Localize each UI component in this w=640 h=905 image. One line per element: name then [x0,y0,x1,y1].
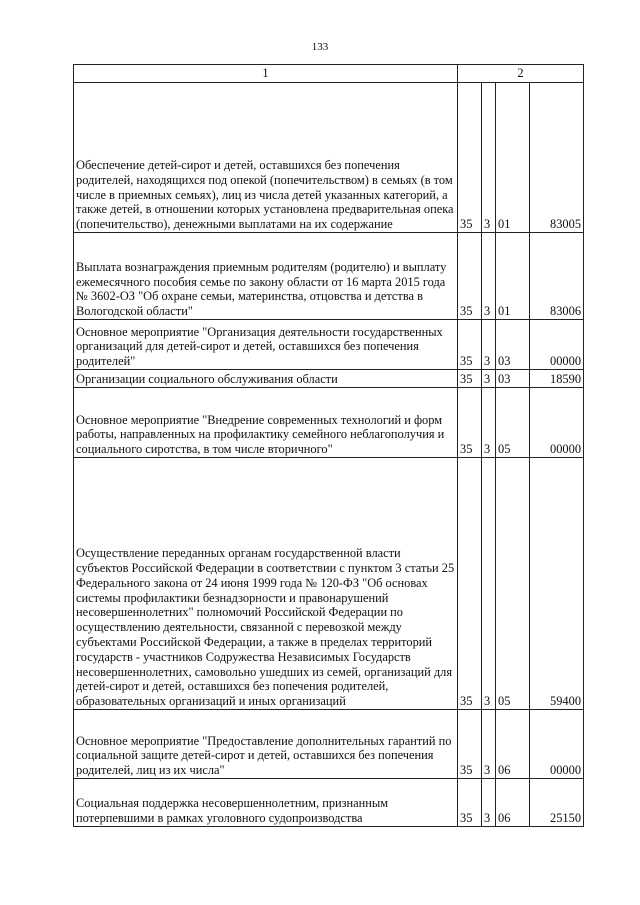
code-event: 01 [496,83,530,233]
budget-classification-table [73,64,584,827]
code-direction: 18590 [530,370,584,388]
code-subprogram: 3 [482,779,496,827]
table-row [74,388,584,458]
code-program: 35 [458,458,482,710]
code-direction: 83005 [530,83,584,233]
header-column-1: 1 [74,65,458,83]
row-description: Социальная поддержка несовершеннолетним, признанным потерпевшими в рамках уголовного судопроизводства [74,779,458,827]
code-program: 35 [458,779,482,827]
code-direction: 59400 [530,458,584,710]
table-row [74,233,584,320]
code-subprogram: 3 [482,370,496,388]
code-program: 35 [458,320,482,370]
code-event: 03 [496,320,530,370]
code-program: 35 [458,233,482,320]
page-number: 133 [311,41,329,53]
table-row [74,83,584,233]
code-direction: 83006 [530,233,584,320]
row-description: Организации социального обслуживания области [74,370,458,388]
code-event: 03 [496,370,530,388]
row-description: Выплата вознаграждения приемным родителям (родителю) и выплату ежемесячного пособия семье по закону области от 16 марта 2015 года № 3602-ОЗ "Об охране семьи, материнства, отцовства и детства в Вологодской области" [74,233,458,320]
code-program: 35 [458,83,482,233]
row-description: Основное мероприятие "Предоставление дополнительных гарантий по социальной защите детей-сирот и детей, оставшихся без попечения родителей, лиц из их числа" [74,710,458,779]
table-row [74,710,584,779]
code-direction: 00000 [530,320,584,370]
code-program: 35 [458,388,482,458]
table-row [74,370,584,388]
code-event: 05 [496,458,530,710]
code-subprogram: 3 [482,233,496,320]
code-program: 35 [458,370,482,388]
code-event: 05 [496,388,530,458]
code-direction: 25150 [530,779,584,827]
row-description: Основное мероприятие "Организация деятельности государственных организаций для детей-сирот и детей, оставшихся без попечения родителей" [74,320,458,370]
table-row [74,320,584,370]
code-event: 01 [496,233,530,320]
row-description: Основное мероприятие "Внедрение современных технологий и форм работы, направленных на профилактику семейного неблагополучия и социального сиротства, в том числе вторичного" [74,388,458,458]
code-program: 35 [458,710,482,779]
code-event: 06 [496,779,530,827]
row-description: Обеспечение детей-сирот и детей, оставшихся без попечения родителей, находящихся под опекой (попечительством) в семьях (в том числе в приемных семьях), лиц из числа детей указанных категорий, а также детей, в отношении которых установлена предварительная опека (попечительство), денежными выплатами на их содержание [74,83,458,233]
code-subprogram: 3 [482,83,496,233]
code-direction: 00000 [530,388,584,458]
table-row [74,779,584,827]
code-event: 06 [496,710,530,779]
code-subprogram: 3 [482,710,496,779]
code-direction: 00000 [530,710,584,779]
header-column-2: 2 [458,65,584,83]
table-header-row [74,65,584,83]
code-subprogram: 3 [482,388,496,458]
row-description: Осуществление переданных органам государственной власти субъектов Российской Федерации в соответствии с пунктом 3 статьи 25 Федерального закона от 24 июня 1999 года № 120-ФЗ "Об основах системы профилактики безнадзорности и правонарушений несовершеннолетних" полномочий Российской Федерации по осуществлению деятельности, связанной с перевозкой между субъектами Российской Федерации, а также в пределах территорий государств - участников Содружества Независимых Государств несовершеннолетних, самовольно ушедших из семей, организаций для детей-сирот и детей, оставшихся без попечения родителей, образовательных организаций и иных организаций [74,458,458,710]
code-subprogram: 3 [482,320,496,370]
code-subprogram: 3 [482,458,496,710]
table-row [74,458,584,710]
